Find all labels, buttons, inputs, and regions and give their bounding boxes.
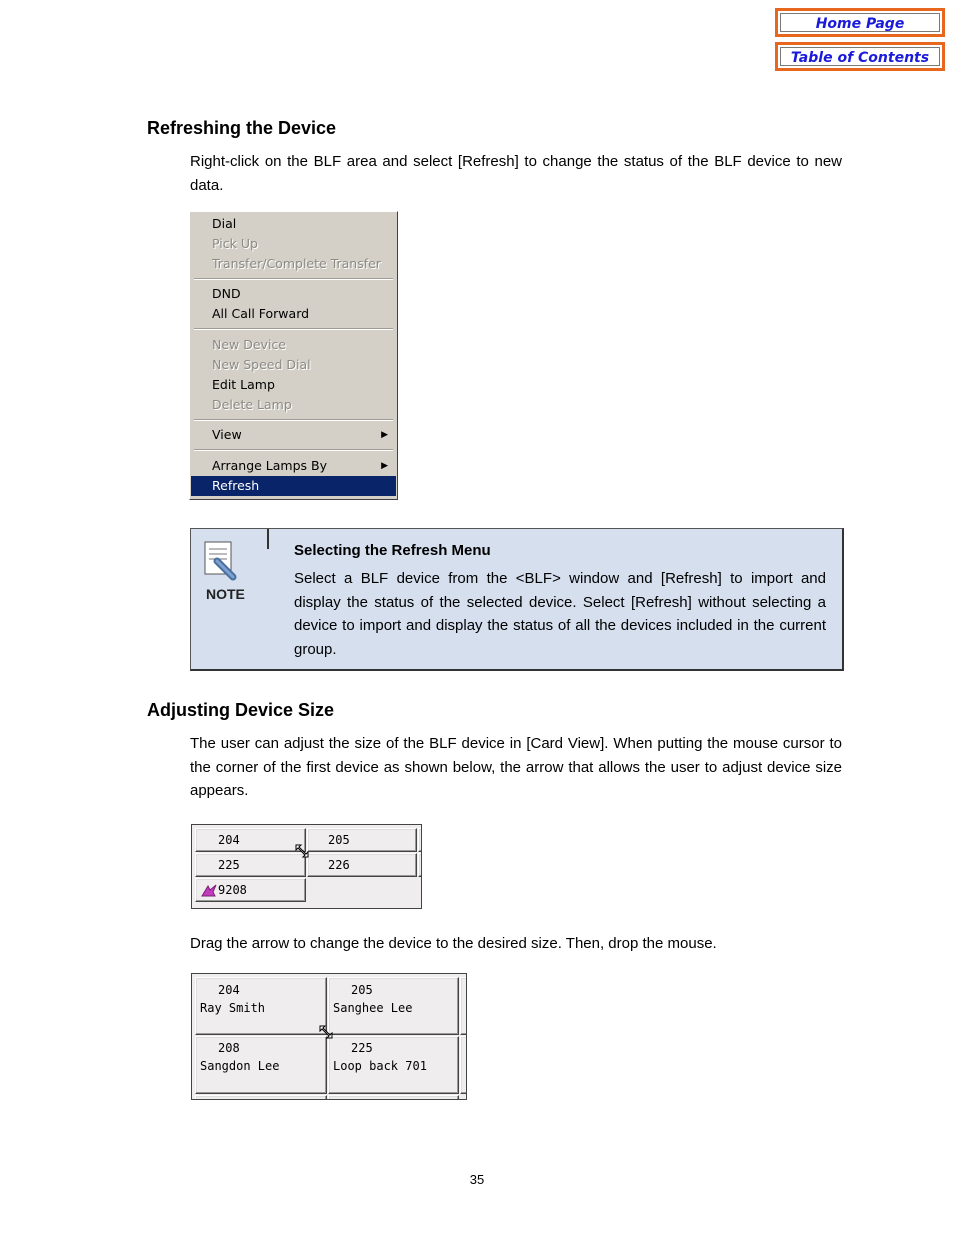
device-number: 204 — [218, 833, 240, 847]
device-number: 204 — [218, 983, 240, 997]
resize-cursor-icon — [294, 843, 310, 859]
device-card[interactable] — [195, 878, 306, 902]
device-card[interactable] — [307, 828, 417, 852]
device-card[interactable] — [328, 1036, 459, 1094]
device-name: Sanghee Lee — [333, 1001, 413, 1015]
note-label: NOTE — [206, 586, 245, 602]
menu-item-new-speed-dial: New Speed Dial — [212, 357, 311, 372]
device-card[interactable] — [195, 853, 306, 877]
menu-item-refresh[interactable]: Refresh — [191, 476, 396, 496]
table-of-contents-label: Table of Contents — [780, 47, 940, 66]
card-view-large — [191, 973, 467, 1100]
menu-item-dnd[interactable]: DND — [212, 286, 241, 301]
submenu-arrow-icon: ▶ — [381, 461, 388, 471]
device-card-partial — [195, 1095, 327, 1100]
menu-separator — [194, 449, 393, 451]
menu-item-all-call-forward[interactable]: All Call Forward — [212, 306, 310, 321]
home-page-label: Home Page — [780, 13, 940, 32]
menu-item-view[interactable] — [191, 425, 396, 445]
table-of-contents-button[interactable] — [775, 42, 945, 71]
device-card[interactable] — [195, 1036, 327, 1094]
device-number: 225 — [218, 858, 240, 872]
device-card-partial — [460, 977, 467, 1035]
resize-cursor-icon — [318, 1024, 334, 1040]
device-number: 9208 — [218, 883, 247, 897]
note-box — [190, 528, 844, 671]
device-number: 205 — [328, 833, 350, 847]
device-name: Ray Smith — [200, 1001, 266, 1015]
device-name: Loop back 701 — [333, 1059, 427, 1073]
menu-item-arrange-label: Arrange Lamps By — [212, 458, 327, 473]
device-card-partial — [418, 828, 422, 852]
menu-item-view-label: View — [212, 427, 242, 442]
menu-item-pick-up: Pick Up — [212, 236, 258, 251]
device-card-partial — [328, 1095, 459, 1100]
menu-item-dial[interactable]: Dial — [212, 216, 237, 231]
device-number: 226 — [328, 858, 350, 872]
device-card[interactable] — [195, 828, 306, 852]
blf-context-menu — [189, 211, 398, 500]
device-card[interactable] — [328, 977, 459, 1035]
page-number: 35 — [469, 1172, 485, 1187]
menu-item-edit-lamp[interactable]: Edit Lamp — [212, 377, 275, 392]
section-text-drag: Drag the arrow to change the device to the desired size. Then, drop the mouse. — [190, 935, 717, 952]
note-pencil-icon — [203, 541, 239, 581]
note-title: Selecting the Refresh Menu — [294, 542, 491, 559]
card-view-small — [191, 824, 422, 909]
menu-separator — [194, 419, 393, 421]
device-number: 225 — [351, 1041, 373, 1055]
menu-separator — [194, 278, 393, 280]
device-number: 208 — [218, 1041, 240, 1055]
device-status-icon — [201, 884, 217, 898]
menu-separator — [194, 328, 393, 330]
section-text-adjusting: The user can adjust the size of the BLF device in [Card View]. When putting the mouse cursor to the corner of the first device as shown below, the arrow that allows the user to adjust device size appears. — [190, 735, 842, 799]
section-heading-refreshing: Refreshing the Device — [147, 118, 337, 138]
home-page-button[interactable] — [775, 8, 945, 37]
menu-item-new-device: New Device — [212, 337, 286, 352]
device-number: 205 — [351, 983, 373, 997]
menu-item-transfer: Transfer/Complete Transfer — [212, 256, 381, 271]
note-text: Select a BLF device from the <BLF> window and [Refresh] to import and display the status of the selected device. Select [Refresh] without selecting a device to import and display the status of all the devices included in the current group. — [294, 570, 826, 658]
device-card[interactable] — [307, 853, 417, 877]
note-tick — [267, 529, 269, 549]
section-text-refreshing: Right-click on the BLF area and select [Refresh] to change the status of the BLF device to new data. — [190, 153, 842, 194]
section-heading-adjusting: Adjusting Device Size — [147, 700, 335, 720]
menu-item-delete-lamp: Delete Lamp — [212, 397, 292, 412]
menu-item-arrange-lamps-by[interactable] — [191, 456, 396, 476]
device-card[interactable] — [195, 977, 327, 1035]
device-card-partial — [460, 1036, 467, 1094]
submenu-arrow-icon: ▶ — [381, 430, 388, 440]
device-card-partial — [418, 853, 422, 877]
device-name: Sangdon Lee — [200, 1059, 280, 1073]
